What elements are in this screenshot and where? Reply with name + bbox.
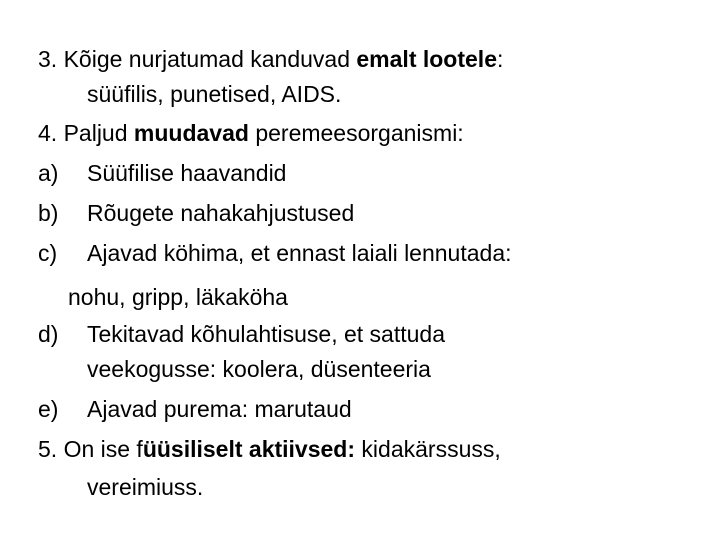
item-a-text: Süüfilise haavandid	[87, 160, 287, 186]
item-b-line	[38, 199, 354, 227]
item-b-text: Rõugete nahakahjustused	[87, 200, 355, 226]
item-c-marker: c)	[38, 240, 58, 266]
item-c-continuation: nohu, gripp, läkaköha	[68, 284, 288, 310]
item-e-text: Ajavad purema: marutaud	[87, 396, 352, 422]
item-3-tail: :	[497, 46, 504, 72]
item-d-marker: d)	[38, 321, 59, 347]
item-5-tail: kidakärssuss,	[355, 436, 501, 462]
item-4-bold: muudavad	[133, 120, 249, 146]
item-3-line	[38, 45, 503, 73]
item-4-tail: peremeesorganismi:	[248, 120, 464, 146]
item-c-text: Ajavad köhima, et ennast laiali lennutada:	[87, 240, 512, 266]
item-e-marker: e)	[38, 396, 59, 422]
item-3-bold: emalt lootele	[356, 46, 497, 72]
item-3-text: 3. Kõige nurjatumad kanduvad	[38, 46, 357, 72]
item-4-text: 4. Paljud	[38, 120, 134, 146]
item-5-text: 5. On ise f	[38, 436, 143, 462]
item-4-line	[38, 119, 464, 147]
item-a-line	[38, 159, 286, 187]
item-5-bold: üüsiliselt aktiivsed:	[142, 436, 356, 462]
item-d-line	[38, 320, 445, 348]
item-d-text: Tekitavad kõhulahtisuse, et sattuda	[87, 321, 446, 347]
item-3-continuation: süüfilis, punetised, AIDS.	[87, 81, 342, 107]
item-5-line	[38, 435, 501, 463]
item-e-line	[38, 395, 352, 423]
item-5-continuation: vereimiuss.	[87, 474, 204, 500]
item-a-marker: a)	[38, 160, 59, 186]
item-d-continuation: veekogusse: koolera, düsenteeria	[87, 356, 431, 382]
item-c-line	[38, 239, 512, 267]
item-b-marker: b)	[38, 200, 59, 226]
